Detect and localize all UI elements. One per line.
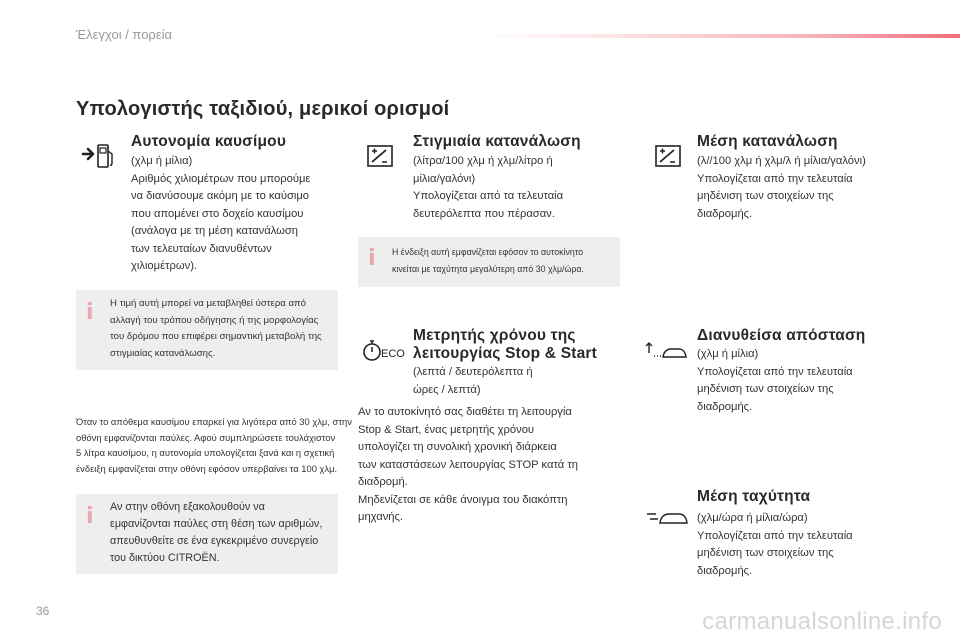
page-header-title: Έλεγχοι / πορεία: [76, 27, 173, 42]
info-icon: i: [86, 300, 94, 325]
svg-text:ECO: ECO: [381, 348, 405, 360]
stop-start-timer-body: Αν το αυτοκίνητό σας διαθέτει τη λειτουργία Stop & Start, ένας μετρητής χρόνου υπολογίζει τη συνολική χρονική διάρκεια των καταστάσεων λειτουργίας STOP κατά τη διαδρομή. Μηδενίζεται σε κάθε άνοιγμα του διακόπτη μηχανής.: [358, 406, 578, 523]
instant-consumption-body: (λίτρα/100 χλμ ή χλμ/λίτρο ή μίλια/γαλόνι) Υπολογίζεται από τα τελευταία δευτερόλεπτα που πέρασαν.: [413, 155, 564, 220]
average-consumption-title: Μέση κατανάλωση: [697, 133, 838, 150]
distance-travelled-body: (χλμ ή μίλια) Υπολογίζεται από την τελευταία μηδένιση των στοιχείων της διαδρομής.: [697, 348, 853, 413]
average-consumption-body: (λ//100 χλμ ή χλμ/λ ή μίλια/γαλόνι) Υπολογίζεται από την τελευταία μηδένιση των στοιχείων της διαδρομής.: [697, 155, 866, 220]
fuel-gauge-icon: [366, 143, 396, 169]
instant-info-note: [358, 237, 620, 287]
fuel-range-body: (χλμ ή μίλια) Αριθμός χιλιομέτρων που μπορούμε να διανύσουμε ακόμη με το καύσιμο που απομένει στο δοχείο καυσίμου (ανάλογα με τη μέση κατανάλωση των τελευταίων διανυθέντων χιλιομέτρων).: [131, 155, 311, 272]
header-gradient-rule: [480, 34, 960, 38]
dashes-info-note: [76, 494, 338, 574]
page-title: Υπολογιστής ταξιδιού, μερικοί ορισμοί: [76, 98, 450, 120]
instant-info-text: Η ένδειξη αυτή εμφανίζεται εφόσον το αυτοκίνητο κινείται με ταχύτητα μεγαλύτερη από 30 χλμ/ώρα.: [392, 247, 584, 274]
fuel-pump-range-icon: [80, 141, 116, 173]
info-icon: i: [368, 246, 376, 271]
stopwatch-eco-icon: [362, 338, 408, 364]
page-number: 36: [36, 604, 50, 618]
fuel-range-info-text: Η τιμή αυτή μπορεί να μεταβληθεί ύστερα από αλλαγή του τρόπου οδήγησης ή της μορφολογίας του δρόμου που επιφέρει σημαντική μεταβολή της στιγμιαίας κατανάλωσης.: [110, 298, 322, 359]
watermark: carmanualsonline.info: [702, 608, 942, 635]
stop-start-timer-title: Μετρητής χρόνου της λειτουργίας Stop & Start: [413, 327, 598, 362]
fuel-range-info-note: [76, 290, 338, 370]
stop-start-timer-subtitle: (λεπτά / δευτερόλεπτα ή ώρες / λεπτά): [413, 366, 533, 396]
average-speed-title: Μέση ταχύτητα: [697, 488, 811, 505]
dashes-info-text: Αν στην οθόνη εξακολουθούν να εμφανίζονται παύλες στη θέση των αριθμών, απευθυνθείτε σε ένα εγκεκριμένο συνεργείο του δικτύου CITROËN.: [110, 501, 323, 564]
average-speed-body: (χλμ/ώρα ή μίλια/ώρα) Υπολογίζεται από την τελευταία μηδένιση των στοιχείων της διαδρομής.: [697, 512, 853, 577]
instant-consumption-title: Στιγμιαία κατανάλωση: [413, 133, 581, 150]
low-fuel-note: Όταν το απόθεμα καυσίμου επαρκεί για λιγότερα από 30 χλμ, στην οθόνη εμφανίζονται παύλες. Αφού συμπληρώσετε τουλάχιστον 5 λίτρα καυσίμου, η αυτονομία υπολογίζεται ξανά και η σχετική ένδειξη εμφανίζεται στην οθόνη εφόσον υπερβαίνει τα 100 χλμ.: [76, 416, 352, 474]
distance-travelled-title: Διανυθείσα απόσταση: [697, 327, 866, 344]
info-icon: i: [86, 504, 94, 529]
fuel-range-title: Αυτονομία καυσίμου: [131, 133, 287, 150]
car-distance-icon: [642, 338, 688, 364]
fuel-gauge-icon: [654, 143, 684, 169]
car-speed-icon: [644, 505, 690, 529]
